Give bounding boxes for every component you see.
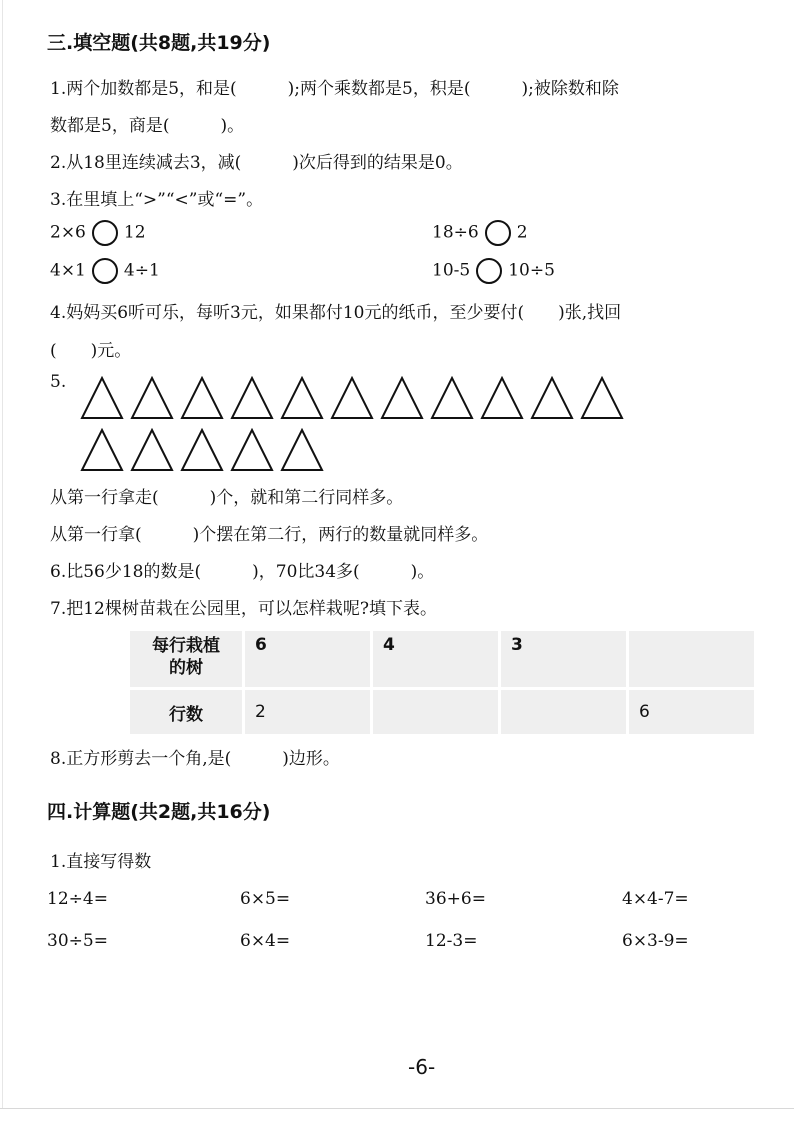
triangle-shape: [80, 376, 124, 420]
q7: 7.把12棵树苗栽在公园里，可以怎样栽呢?填下表。: [50, 599, 437, 619]
row1-header-text: 每行栽植的树: [152, 636, 220, 678]
answer-circle[interactable]: [485, 220, 511, 246]
triangle-row-1: [80, 376, 624, 420]
section4-q1: 1.直接写得数: [50, 852, 152, 872]
triangle-shape: [180, 428, 224, 472]
triangle-shape: [280, 428, 324, 472]
table-cell: 6: [245, 631, 370, 687]
triangle-shape: [580, 376, 624, 420]
calc-item: 30÷5=: [47, 931, 108, 951]
calc-item: 6×4=: [240, 931, 291, 951]
table-row: [130, 631, 754, 687]
q5-b: 从第一行拿( )个摆在第二行，两行的数量就同样多。: [50, 525, 489, 545]
q5-a: 从第一行拿走( )个，就和第二行同样多。: [50, 488, 404, 508]
triangle-shape: [280, 376, 324, 420]
table-cell[interactable]: [373, 690, 498, 734]
table-cell[interactable]: [629, 631, 754, 687]
triangle-row-2: [80, 428, 324, 472]
q2: 2.从18里连续减去3，减( )次后得到的结果是0。: [50, 153, 463, 173]
triangle-shape: [80, 428, 124, 472]
section4-title: 四.计算题(共2题,共16分): [47, 801, 271, 823]
table-cell: 3: [501, 631, 626, 687]
compare-item-1: [50, 220, 146, 246]
table-cell: 2: [245, 690, 370, 734]
compare-right: 12: [123, 222, 146, 243]
compare-right: 4÷1: [123, 260, 160, 281]
q3: 3.在里填上“>”“<”或“=”。: [50, 190, 264, 210]
q4-line2: ( )元。: [50, 341, 132, 361]
q4-line1: 4.妈妈买6听可乐，每听3元，如果都付10元的纸币，至少要付( )张,找回: [50, 303, 622, 323]
table-row-header: [130, 631, 242, 687]
triangle-shape: [130, 376, 174, 420]
answer-circle[interactable]: [92, 220, 118, 246]
answer-circle[interactable]: [476, 258, 502, 284]
calc-item: 12-3=: [425, 931, 478, 951]
compare-item-2: [432, 220, 528, 246]
triangle-shape: [230, 428, 274, 472]
compare-right: 2: [516, 222, 528, 243]
calc-item: 6×3-9=: [622, 931, 689, 951]
table-cell[interactable]: [501, 690, 626, 734]
table-cell: 6: [629, 690, 754, 734]
section3-title: 三.填空题(共8题,共19分): [47, 32, 271, 54]
triangle-shape: [130, 428, 174, 472]
table-cell: 4: [373, 631, 498, 687]
table-row: [130, 690, 754, 734]
q8: 8.正方形剪去一个角,是( )边形。: [50, 749, 340, 769]
compare-item-3: [50, 258, 160, 284]
table-row-header: 行数: [130, 690, 242, 734]
triangle-shape: [230, 376, 274, 420]
triangle-shape: [380, 376, 424, 420]
compare-left: 4×1: [50, 260, 86, 281]
page-bottom-edge: [0, 1108, 794, 1109]
calc-item: 36+6=: [425, 889, 486, 909]
q6: 6.比56少18的数是( )，70比34多( )。: [50, 562, 435, 582]
q5-label: 5.: [50, 372, 67, 392]
answer-circle[interactable]: [92, 258, 118, 284]
page-number: -6-: [408, 1055, 436, 1079]
calc-item: 6×5=: [240, 889, 291, 909]
calc-item: 4×4-7=: [622, 889, 689, 909]
compare-left: 10-5: [432, 260, 471, 281]
page-edge: [2, 0, 3, 1108]
triangle-shape: [480, 376, 524, 420]
compare-left: 18÷6: [432, 222, 479, 243]
q1-line2: 数都是5，商是( )。: [50, 116, 245, 136]
planting-table: [127, 628, 757, 737]
compare-right: 10÷5: [508, 260, 555, 281]
calc-item: 12÷4=: [47, 889, 108, 909]
triangle-shape: [330, 376, 374, 420]
triangle-shape: [180, 376, 224, 420]
compare-left: 2×6: [50, 222, 86, 243]
triangle-shape: [530, 376, 574, 420]
triangle-shape: [430, 376, 474, 420]
compare-item-4: [432, 258, 555, 284]
q1-line1: 1.两个加数都是5，和是( );两个乘数都是5，积是( );被除数和除: [50, 79, 619, 99]
